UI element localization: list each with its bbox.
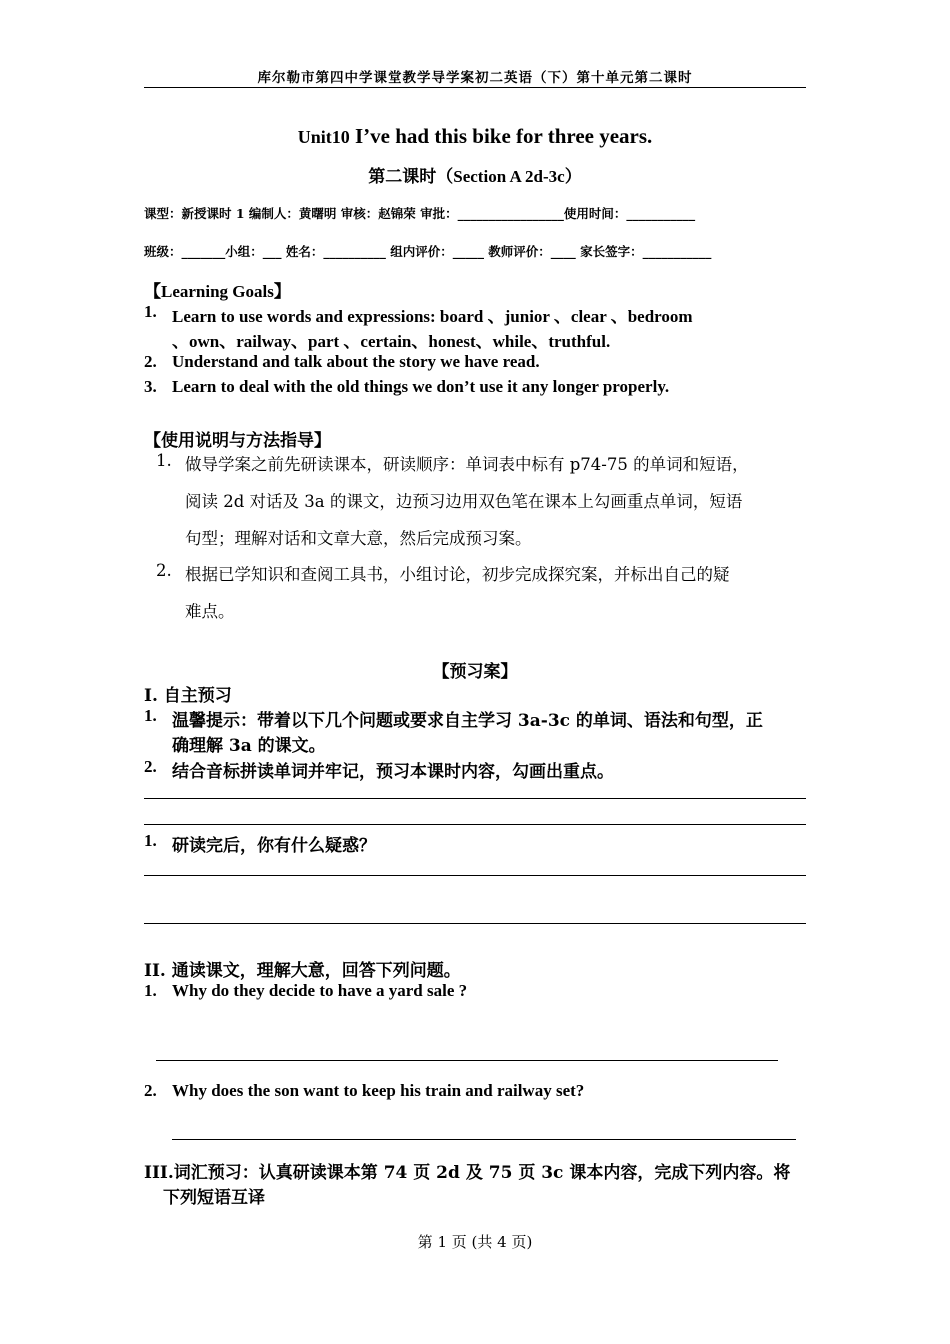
learning-goals-heading	[144, 277, 291, 302]
preview-heading: 【预习案】	[432, 662, 518, 682]
part3-title: III.词汇预习：认真研读课本第 74 页 2d 及 75 页 3c 课本内容，完成下列内容。将	[144, 1163, 791, 1183]
subtitle-prefix: 第二课时（	[368, 167, 454, 187]
question-text: Why do they decide to have a yard sale ?	[172, 981, 468, 1000]
part1-number: 1.	[144, 706, 157, 725]
meta-line-1: 课型：新授课时 1 编制人：黄曙明 审核：赵锦荣 审批：_________________使用时间：___________	[144, 206, 696, 221]
goals-bracket-close: 】	[273, 282, 291, 302]
question-number: 2.	[144, 1081, 157, 1100]
goal-item-continuation: 、own、railway、part 、certain、honest、while、truthful.	[172, 332, 611, 351]
answer-line[interactable]	[144, 875, 806, 876]
part1-item-continuation: 确理解 3a 的课文。	[172, 736, 326, 756]
page-title	[144, 124, 806, 149]
guide-line: 难点。	[185, 602, 235, 621]
guide-line: 句型；理解对话和文章大意，然后完成预习案。	[185, 529, 532, 548]
answer-line[interactable]	[144, 824, 806, 825]
guide-line: 做导学案之前先研读课本，研读顺序：单词表中标有 p74-75 的单词和短语，	[185, 455, 749, 474]
goal-number: 3.	[144, 377, 157, 396]
subtitle-suffix: ）	[564, 167, 582, 187]
goal-item: Learn to deal with the old things we don’t use it any longer properly.	[172, 377, 670, 396]
guide-heading: 【使用说明与方法指导】	[144, 431, 331, 451]
guide-number: 1.	[156, 451, 172, 470]
part3-title-continuation: 下列短语互译	[163, 1188, 265, 1208]
guide-line: 阅读 2d 对话及 3a 的课文，边预习边用双色笔在课本上勾画重点单词，短语	[185, 492, 743, 511]
subtitle-section: Section A 2d-3c	[453, 167, 565, 186]
question-number: 1.	[144, 981, 157, 1000]
page-footer: 第 1 页 (共 4 页)	[417, 1233, 533, 1251]
title-unit: Unit10	[297, 127, 350, 147]
answer-line[interactable]	[144, 923, 806, 924]
page-subtitle	[144, 162, 806, 187]
goals-bracket-open: 【	[144, 282, 161, 302]
goal-number: 2.	[144, 352, 157, 371]
goals-heading-text: Learning Goals	[161, 282, 274, 301]
doubt-question: 研读完后，你有什么疑惑？	[172, 836, 376, 856]
guide-line: 根据已学知识和查阅工具书，小组讨论，初步完成探究案，并标出自己的疑	[185, 565, 730, 584]
goal-item: Understand and talk about the story we have read.	[172, 352, 540, 371]
part2-title: II. 通读课文，理解大意，回答下列问题。	[144, 961, 461, 981]
part1-title: I. 自主预习	[144, 686, 232, 706]
part1-number: 2.	[144, 757, 157, 776]
answer-line[interactable]	[172, 1139, 796, 1140]
part1-item: 结合音标拼读单词并牢记，预习本课时内容，勾画出重点。	[172, 762, 614, 782]
question-text: Why does the son want to keep his train and railway set?	[172, 1081, 585, 1100]
title-sentence: I’ve had this bike for three years.	[349, 124, 653, 148]
header-divider	[144, 87, 806, 88]
answer-line[interactable]	[144, 798, 806, 799]
guide-number: 2.	[156, 561, 172, 580]
meta-line-2: 班级：_______小组：___ 姓名：__________ 组内评价：_____ 教师评价：____ 家长签字：___________	[144, 244, 712, 259]
doubt-number: 1.	[144, 831, 157, 850]
part1-item: 温馨提示：带着以下几个问题或要求自主学习 3a-3c 的单词、语法和句型，正	[172, 711, 763, 731]
page-header: 库尔勒市第四中学课堂教学导学案初二英语（下）第十单元第二课时	[257, 70, 693, 86]
goal-number: 1.	[144, 302, 157, 321]
goal-item: Learn to use words and expressions: board 、junior 、clear 、bedroom	[172, 307, 693, 326]
answer-line[interactable]	[156, 1060, 778, 1061]
